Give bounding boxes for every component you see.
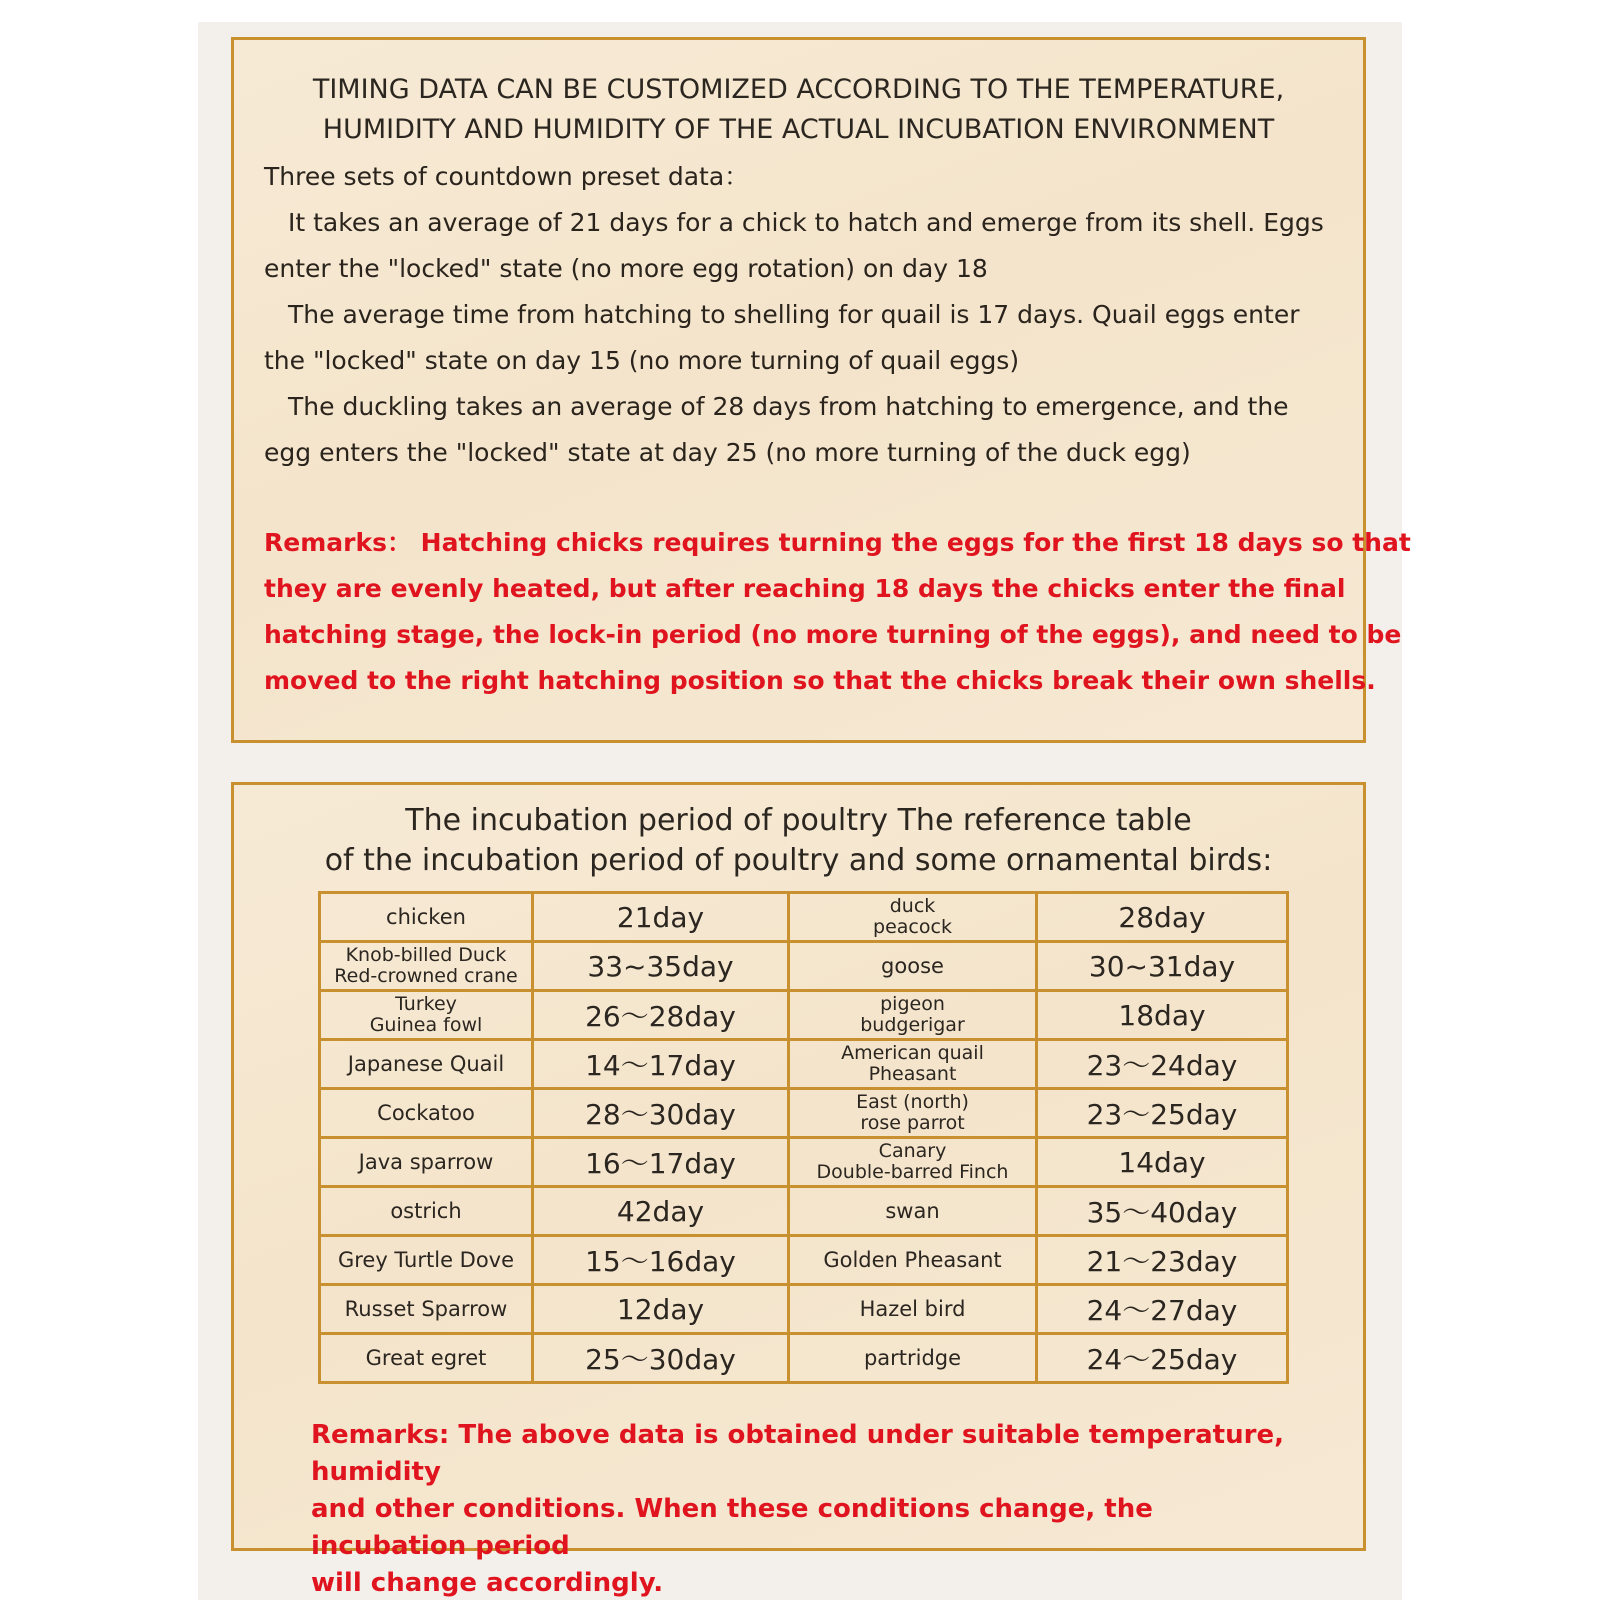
bird-name: pigeon — [880, 993, 945, 1015]
remarks-line: hatching stage, the lock-in period (no more turning of the eggs), and need to be — [264, 620, 1402, 649]
bird-name-cell — [789, 1089, 1037, 1138]
quail-preset-text: the "locked" state on day 15 (no more turning of quail eggs) — [264, 346, 1020, 375]
incubation-days-cell: 14〜17day — [533, 1040, 789, 1089]
bird-name-cell — [320, 1089, 533, 1138]
bird-name: Double-barred Finch — [816, 1161, 1009, 1183]
table-row — [320, 893, 1288, 942]
bird-name-cell — [320, 1040, 533, 1089]
table-row — [320, 1040, 1288, 1089]
bird-name: peacock — [873, 916, 952, 938]
incubation-days-cell: 42day — [533, 1187, 789, 1236]
table-row — [320, 1089, 1288, 1138]
chicken-preset-text: It takes an average of 21 days for a chick to hatch and emerge from its shell. Eggs — [288, 208, 1324, 237]
duck-preset-text: egg enters the "locked" state at day 25 (no more turning of the duck egg) — [264, 438, 1191, 467]
table-row — [320, 1236, 1288, 1285]
table-row — [320, 942, 1288, 991]
remarks-line: Remarks： Hatching chicks requires turning the eggs for the first 18 days so that — [264, 528, 1411, 557]
customization-heading — [254, 70, 1343, 150]
incubation-days-cell: 30~31day — [1037, 942, 1288, 991]
incubation-days-cell: 14day — [1037, 1138, 1288, 1187]
bird-name: East (north) — [856, 1091, 969, 1113]
remarks-line: they are evenly heated, but after reaching 18 days the chicks enter the final — [264, 574, 1346, 603]
table-title — [254, 801, 1343, 881]
table-remarks — [311, 1417, 1313, 1602]
incubation-period-table — [318, 891, 1289, 1384]
bird-name: partridge — [863, 1345, 962, 1370]
bird-name: Guinea fowl — [369, 1014, 483, 1036]
incubation-days-cell: 15〜16day — [533, 1236, 789, 1285]
heading-line: HUMIDITY AND HUMIDITY OF THE ACTUAL INCUBATION ENVIRONMENT — [322, 114, 1275, 145]
remarks-line: and other conditions. When these conditions change, the incubation period — [311, 1494, 1153, 1561]
bird-name: American quail — [841, 1042, 984, 1064]
bird-name-cell — [320, 942, 533, 991]
incubation-table-panel — [231, 782, 1366, 1598]
bird-name-cell — [320, 991, 533, 1040]
chicken-preset-text: enter the "locked" state (no more egg rotation) on day 18 — [264, 254, 988, 283]
table-row — [320, 1334, 1288, 1383]
incubation-days-cell: 28〜30day — [533, 1089, 789, 1138]
table-row — [320, 1138, 1288, 1187]
bird-name: Java sparrow — [358, 1149, 494, 1174]
table-row — [320, 991, 1288, 1040]
incubation-days-cell: 24〜25day — [1037, 1334, 1288, 1383]
bird-name-cell — [320, 1187, 533, 1236]
hatching-remarks — [264, 520, 1411, 704]
bird-name-cell — [789, 893, 1037, 942]
bird-name: goose — [881, 953, 944, 978]
bird-name-cell — [320, 1236, 533, 1285]
bird-name-cell — [789, 1187, 1037, 1236]
bird-name: ostrich — [390, 1198, 462, 1223]
incubation-days-cell: 12day — [533, 1285, 789, 1334]
bird-name-cell — [320, 1285, 533, 1334]
incubation-days-cell: 23〜24day — [1037, 1040, 1288, 1089]
bird-name: Turkey — [395, 993, 457, 1015]
incubation-days-cell: 18day — [1037, 991, 1288, 1040]
bird-name: Knob-billed Duck — [345, 944, 507, 966]
bird-name-cell — [320, 1334, 533, 1383]
bird-name-cell — [789, 991, 1037, 1040]
bird-name: Cockatoo — [377, 1100, 475, 1125]
bird-name: budgerigar — [860, 1014, 965, 1036]
duck-preset-text: The duckling takes an average of 28 days from hatching to emergence, and the — [288, 392, 1289, 421]
incubation-days-cell: 23〜25day — [1037, 1089, 1288, 1138]
incubation-days-cell: 16〜17day — [533, 1138, 789, 1187]
incubation-days-cell: 28day — [1037, 893, 1288, 942]
preset-description — [264, 154, 1343, 476]
intro-text: Three sets of countdown preset data： — [264, 162, 750, 191]
incubation-days-cell: 24〜27day — [1037, 1285, 1288, 1334]
preset-data-panel — [231, 37, 1411, 743]
bird-name: Pheasant — [868, 1063, 957, 1085]
bird-name: rose parrot — [860, 1112, 965, 1134]
incubation-days-cell: 33~35day — [533, 942, 789, 991]
bird-name-cell — [789, 1334, 1037, 1383]
bird-name-cell — [320, 893, 533, 942]
bird-name: swan — [885, 1198, 940, 1223]
table-row — [320, 1285, 1288, 1334]
bird-name: Red-crowned crane — [334, 965, 518, 987]
bird-name: Canary — [878, 1140, 947, 1162]
bird-name: Grey Turtle Dove — [337, 1247, 515, 1272]
title-line: The incubation period of poultry The reference table — [405, 803, 1192, 838]
table-row — [320, 1187, 1288, 1236]
bird-name: chicken — [386, 904, 466, 929]
bird-name: Great egret — [365, 1345, 487, 1370]
bird-name-cell — [789, 1236, 1037, 1285]
bird-name-cell — [789, 942, 1037, 991]
remarks-line: Remarks: The above data is obtained under suitable temperature, humidity — [311, 1420, 1284, 1487]
quail-preset-text: The average time from hatching to shelling for quail is 17 days. Quail eggs enter — [288, 300, 1300, 329]
bird-name: duck — [889, 895, 936, 917]
heading-line: TIMING DATA CAN BE CUSTOMIZED ACCORDING TO THE TEMPERATURE, — [312, 74, 1285, 105]
incubation-days-cell: 35〜40day — [1037, 1187, 1288, 1236]
incubation-days-cell: 21〜23day — [1037, 1236, 1288, 1285]
incubation-days-cell: 21day — [533, 893, 789, 942]
remarks-line: moved to the right hatching position so that the chicks break their own shells. — [264, 666, 1376, 695]
remarks-line: will change accordingly. — [311, 1568, 664, 1598]
bird-name-cell — [789, 1138, 1037, 1187]
incubation-days-cell: 25〜30day — [533, 1334, 789, 1383]
bird-name-cell — [789, 1040, 1037, 1089]
bird-name: Golden Pheasant — [823, 1247, 1002, 1272]
bird-name: Hazel bird — [859, 1296, 966, 1321]
bird-name-cell — [320, 1138, 533, 1187]
title-line: of the incubation period of poultry and some ornamental birds: — [324, 843, 1273, 878]
bird-name: Japanese Quail — [347, 1051, 505, 1076]
bird-name-cell — [789, 1285, 1037, 1334]
bird-name: Russet Sparrow — [344, 1296, 508, 1321]
table-body — [320, 893, 1288, 1383]
incubation-days-cell: 26〜28day — [533, 991, 789, 1040]
